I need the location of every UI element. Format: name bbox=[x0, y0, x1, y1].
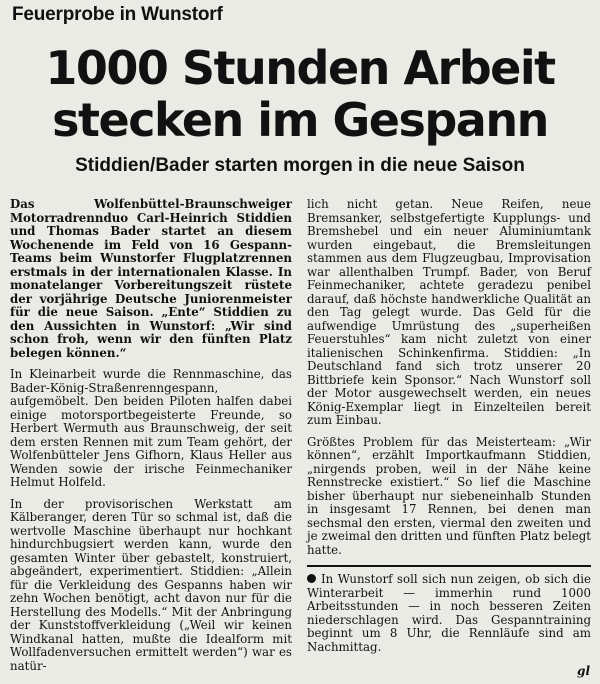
body-paragraph: lich nicht getan. Neue Reifen, neue Bremsanker, selbstgefertigte Kupplungs- und Bremshebel und ein neuer Aluminiumtank wurden eingebaut, die Bremsleitungen stammen aus dem Flugzeugbau, Improvisation war allenthalben Trumpf. Bader, von Beruf Feinmechaniker, achtete geradezu penibel darauf, daß höchste handwerkliche Qualität an den Tag gelegt wurde. Das Geld für die aufwendige Umrüstung des „superheißen Feuerstuhles“ kam nicht zuletzt von einer italienischen Schinkenfirma. Stiddien: „In Deutschland fand sich trotz unserer 20 Bittbriefe kein Sponsor.“ Nach Wunstorf soll der Motor ausgewechselt werden, ein neues König-Exemplar liegt in Einzelteilen bereit zum Einbau. bbox=[307, 197, 591, 427]
headline-line-1: 1000 Stunden Arbeit bbox=[45, 41, 555, 95]
headline-line-2: stecken im Gespann bbox=[52, 93, 548, 147]
body-paragraph: In Kleinarbeit wurde die Rennmaschine, das Bader-König-Straßenrenngespann, aufgemöbelt. Den beiden Piloten halfen dabei einige motorsportbegeisterte Freunde, so Herbert Wermuth aus Braunschweig, der seit dem ersten Rennen mit zum Team gehört, der Wolfenbütteler Jens Gifhorn, Klaus Heller aus Wenden sowie der irische Feinmechaniker Helmut Holfeld. bbox=[10, 367, 292, 489]
closing-paragraph bbox=[307, 573, 591, 654]
body-paragraph: In der provisorischen Werkstatt am Kälberanger, deren Tür so schmal ist, daß die wertvolle Maschine überhaupt nur hochkant hindurchbugsiert werden kann, wurde den gesamten Winter über gebastelt, konstruiert, abgeändert, experimentiert. Stiddien: „Allein für die Verkleidung des Gespanns haben wir zehn Wochen benötigt, acht davon nur für die Herstellung des Modells.“ Mit der Anbringung der Kunststoffverkleidung („Weil wir keinen Windkanal hatten, mußte die Idealform mit Wollfadenversuchen ermittelt werden“) war es natür- bbox=[10, 496, 292, 673]
closing-paragraph-text: In Wunstorf soll sich nun zeigen, ob sich die Winterarbeit — immerhin rund 1000 Arbeitsstunden — in noch besseren Zeiten niederschlagen wird. Das Gespanntraining beginnt um 8 Uhr, die Rennläufe sind am Nachmittag. bbox=[307, 572, 591, 654]
author-signature: gl bbox=[577, 664, 590, 678]
kicker: Feuerprobe in Wunstorf bbox=[12, 4, 223, 25]
lead-paragraph: Das Wolfenbüttel-Braunschweiger Motorradrennduo Carl-Heinrich Stiddien und Thomas Bader startet an diesem Wochenende im Feld von 16 Gespann-Teams beim Wunstorfer Flugplatzrennen erstmals in der internationalen Klasse. In monatelanger Vorbereitungszeit rüstete der vorjährige Deutsche Juniorenmeister für die neue Saison. „Ente“ Stiddien zu den Aussichten in Wunstorf: „Wir sind schon froh, wenn wir den fünften Platz belegen können.“ bbox=[10, 197, 292, 360]
section-divider bbox=[307, 565, 591, 567]
subheadline: Stiddien/Bader starten morgen in die neue Saison bbox=[75, 155, 525, 176]
article-column-right bbox=[307, 198, 591, 662]
bullet-icon bbox=[307, 574, 316, 583]
body-paragraph: Größtes Problem für das Meisterteam: „Wir können“, erzählt Importkaufmann Stiddien, „nirgends proben, weil in der Nähe keine Rennstrecke existiert.“ So lief die Maschine bisher überhaupt nur siebeneinhalb Stunden in insgesamt 17 Rennen, bei denen man sechsmal den ersten, viermal den zweiten und je zweimal den dritten und fünften Platz belegt hatte. bbox=[307, 434, 591, 557]
article-column-left bbox=[10, 198, 292, 681]
